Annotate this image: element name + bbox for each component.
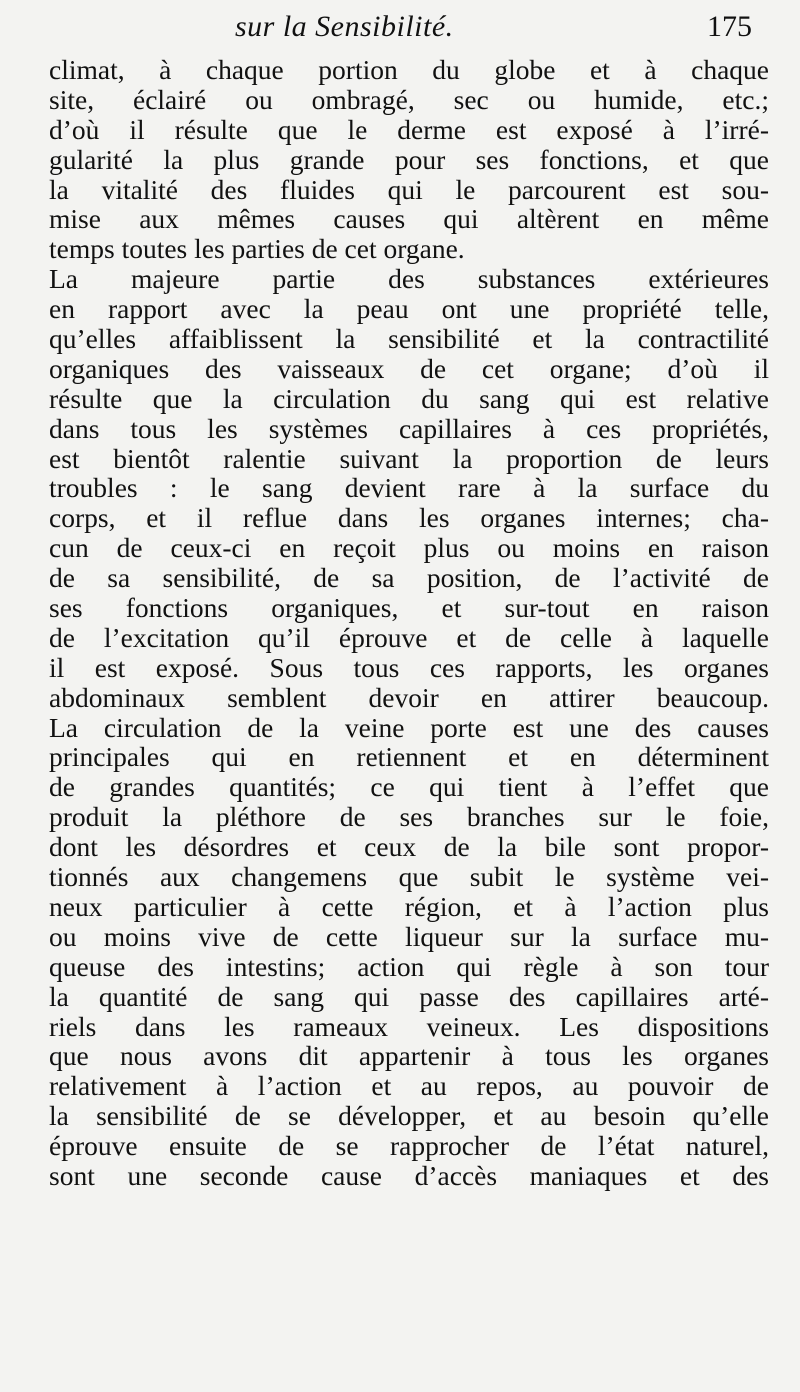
text-line: est bientôt ralentie suivant la proportion de leurs [49, 442, 769, 474]
text-line: mise aux mêmes causes qui altèrent en même [49, 203, 769, 235]
text-line: La circulation de la veine porte est une des causes [49, 711, 769, 743]
text-line: ou moins vive de cette liqueur sur la surface mu- [49, 920, 769, 952]
text-line: éprouve ensuite de se rapprocher de l’état naturel, [49, 1130, 769, 1162]
text-line: dans tous les systèmes capillaires à ces propriétés, [49, 412, 769, 444]
text-line: troubles : le sang devient rare à la surface du [49, 472, 769, 504]
text-line: résulte que la circulation du sang qui est relative [49, 382, 769, 414]
text-line: la vitalité des fluides qui le parcourent est sou- [49, 173, 769, 205]
page-number: 175 [707, 10, 752, 43]
text-line: La majeure partie des substances extérieures [49, 263, 769, 295]
text-line: de grandes quantités; ce qui tient à l’effet que [49, 771, 769, 803]
running-header: sur la Sensibilité. [235, 10, 454, 43]
text-line: produit la pléthore de ses branches sur le foie, [49, 801, 769, 833]
text-line: de sa sensibilité, de sa position, de l’activité de [49, 562, 769, 594]
text-line: tionnés aux changemens que subit le système vei- [49, 861, 769, 893]
text-line: riels dans les rameaux veineux. Les dispositions [49, 1010, 769, 1042]
text-line: de l’excitation qu’il éprouve et de celle à laquelle [49, 621, 769, 653]
text-line: relativement à l’action et au repos, au pouvoir de [49, 1070, 769, 1102]
body-text [49, 55, 769, 1191]
text-line: abdominaux semblent devoir en attirer beaucoup. [49, 681, 769, 713]
text-line: sont une seconde cause d’accès maniaques et des [49, 1159, 769, 1191]
text-line: principales qui en retiennent et en déterminent [49, 741, 769, 773]
text-line: queuse des intestins; action qui règle à son tour [49, 950, 769, 982]
text-line: cun de ceux-ci en reçoit plus ou moins en raison [49, 532, 769, 564]
text-line: gularité la plus grande pour ses fonctions, et que [49, 143, 769, 175]
text-line: neux particulier à cette région, et à l’action plus [49, 890, 769, 922]
text-line: la sensibilité de se développer, et au besoin qu’elle [49, 1100, 769, 1132]
text-line: il est exposé. Sous tous ces rapports, les organes [49, 651, 769, 683]
text-line: en rapport avec la peau ont une propriété telle, [49, 293, 769, 325]
text-line: ses fonctions organiques, et sur-tout en raison [49, 592, 769, 624]
text-line: organiques des vaisseaux de cet organe; d’où il [49, 352, 769, 384]
text-line: climat, à chaque portion du globe et à chaque [49, 54, 769, 85]
text-line: dont les désordres et ceux de la bile sont propor- [49, 831, 769, 863]
text-line: la quantité de sang qui passe des capillaires arté- [49, 980, 769, 1012]
text-line: corps, et il reflue dans les organes internes; cha- [49, 502, 769, 534]
text-line: d’où il résulte que le derme est exposé à l’irré- [49, 113, 769, 145]
text-line: qu’elles affaiblissent la sensibilité et la contractilité [49, 323, 769, 355]
text-line: temps toutes les parties de cet organe. [49, 233, 465, 265]
text-line: site, éclairé ou ombragé, sec ou humide, etc.; [49, 83, 769, 115]
text-line: que nous avons dit appartenir à tous les organes [49, 1040, 769, 1072]
